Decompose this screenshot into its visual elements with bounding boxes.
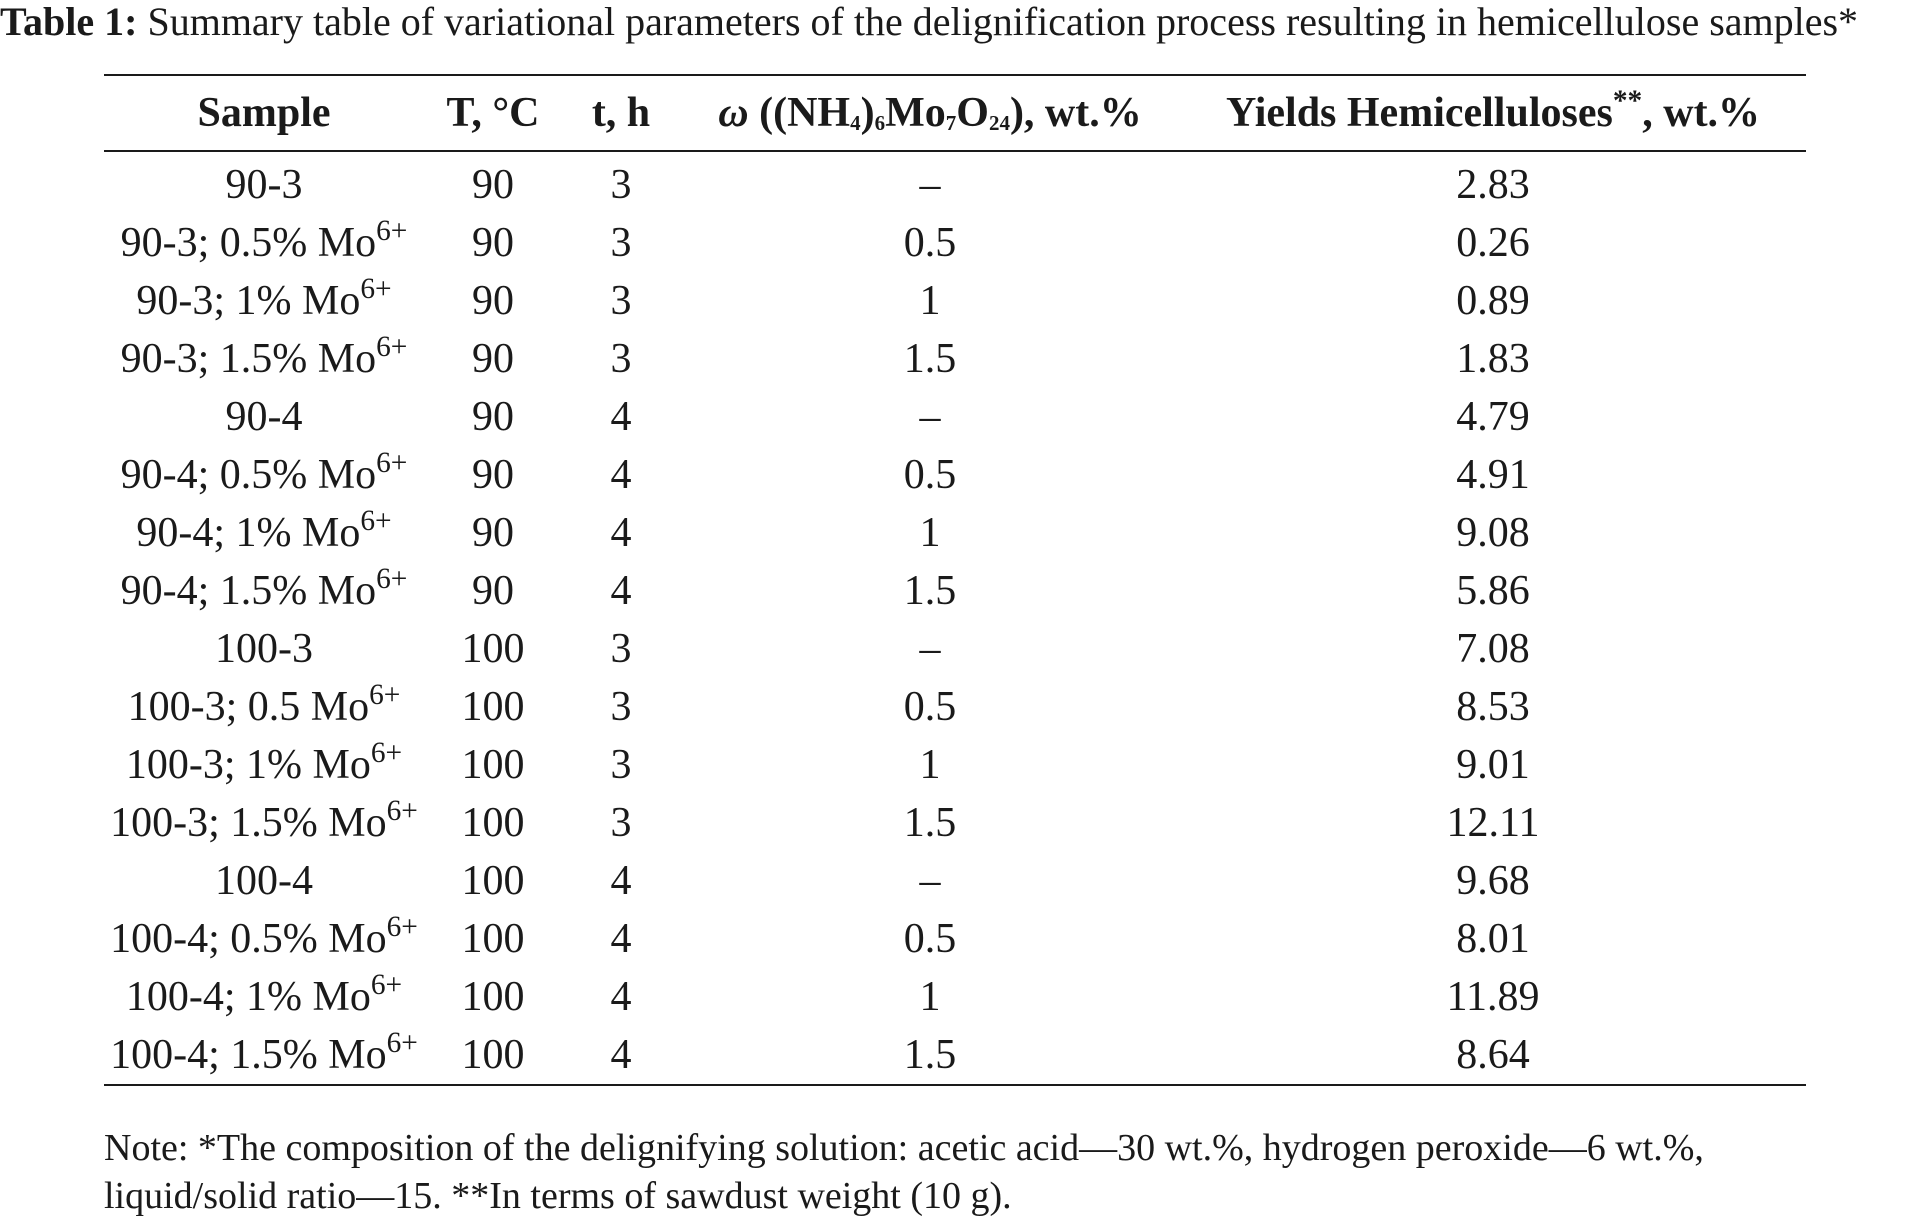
header-molybdate-fraction: ω $((NH_4)_6Mo_7O_{24})$, wt.% [718,90,1142,136]
cell-temperature: 90 [472,510,514,556]
cell-molybdate-fraction: 1.5 [903,1032,957,1078]
cell-yield: 4.79 [1456,394,1530,440]
cell-sample: 100-4 [215,858,313,904]
header-time: t, h [591,90,651,136]
cell-molybdate-fraction: 1 [919,742,941,788]
table-row [104,736,1806,794]
cell-yield: 0.26 [1456,220,1530,266]
cell-yield: 12.11 [1446,800,1540,846]
table-row [104,214,1806,272]
table-row [104,388,1806,446]
cell-time: 3 [610,800,632,846]
table-row [104,504,1806,562]
cell-sample: 90-4 [225,394,303,440]
data-table [104,74,1806,1086]
cell-time: 4 [610,916,632,962]
cell-molybdate-fraction: – [919,858,941,904]
cell-time: 4 [610,394,632,440]
cell-molybdate-fraction: 1 [919,510,941,556]
cell-yield: 5.86 [1456,568,1530,614]
table-header-row [104,75,1806,151]
table-body [104,151,1806,1085]
cell-temperature: 100 [461,916,525,962]
cell-temperature: 90 [472,452,514,498]
cell-temperature: 100 [461,626,525,672]
header-temperature: T, °C [446,90,540,136]
note-line-1: Note: *The composition of the delignifying solution: acetic acid—30 wt.%, hydrogen peroxide—6 wt.%, [104,1127,1704,1169]
cell-yield: 11.89 [1446,974,1540,1020]
cell-temperature: 100 [461,1032,525,1078]
cell-time: 3 [610,336,632,382]
cell-sample: 90-4; 1% $Mo^{6+}$ [136,504,392,556]
cell-molybdate-fraction: 0.5 [903,220,957,266]
table-row [104,1026,1806,1085]
cell-time: 4 [610,452,632,498]
cell-temperature: 90 [472,162,514,208]
cell-time: 3 [610,278,632,324]
note-line-2: liquid/solid ratio—15. **In terms of sawdust weight (10 g). [104,1175,1012,1217]
cell-molybdate-fraction: – [919,394,941,440]
table-row [104,272,1806,330]
cell-molybdate-fraction: 1.5 [903,800,957,846]
cell-temperature: 100 [461,800,525,846]
header-sample: Sample [197,90,331,136]
cell-molybdate-fraction: 1.5 [903,568,957,614]
cell-sample: 90-4; 0.5% $Mo^{6+}$ [120,446,408,498]
cell-molybdate-fraction: 0.5 [903,452,957,498]
cell-molybdate-fraction: 0.5 [903,684,957,730]
cell-molybdate-fraction: 0.5 [903,916,957,962]
table-caption-text: Summary table of variational parameters of the delignification process resulting in hemicellulose samples* [137,0,1859,44]
table-row [104,330,1806,388]
cell-time: 4 [610,1032,632,1078]
cell-yield: 4.91 [1456,452,1530,498]
cell-time: 3 [610,742,632,788]
cell-sample: 100-4; 1.5% $Mo^{6+}$ [110,1026,418,1078]
cell-sample: 90-4; 1.5% $Mo^{6+}$ [120,562,408,614]
header-yield: Yields Hemicelluloses**, wt.% [1225,84,1761,136]
table-note [104,1124,1884,1220]
cell-time: 3 [610,162,632,208]
cell-time: 4 [610,858,632,904]
cell-yield: 9.01 [1456,742,1530,788]
cell-time: 3 [610,626,632,672]
cell-sample: 100-4; 1% $Mo^{6+}$ [125,968,403,1020]
cell-time: 3 [610,684,632,730]
table-row [104,852,1806,910]
cell-temperature: 90 [472,568,514,614]
cell-sample: 100-3; 1.5% $Mo^{6+}$ [110,794,418,846]
cell-yield: 9.68 [1456,858,1530,904]
cell-yield: 7.08 [1456,626,1530,672]
cell-molybdate-fraction: 1 [919,278,941,324]
cell-time: 4 [610,568,632,614]
table-row [104,562,1806,620]
cell-sample: 90-3; 1% $Mo^{6+}$ [136,272,392,324]
table-row [104,678,1806,736]
cell-temperature: 100 [461,684,525,730]
cell-molybdate-fraction: – [919,626,941,672]
cell-time: 4 [610,974,632,1020]
cell-temperature: 100 [461,974,525,1020]
cell-yield: 8.01 [1456,916,1530,962]
cell-temperature: 90 [472,394,514,440]
cell-yield: 0.89 [1456,278,1530,324]
cell-temperature: 90 [472,336,514,382]
cell-time: 4 [610,510,632,556]
cell-temperature: 90 [472,220,514,266]
cell-sample: 90-3; 0.5% $Mo^{6+}$ [120,214,408,266]
cell-molybdate-fraction: 1.5 [903,336,957,382]
table-row [104,968,1806,1026]
cell-yield: 1.83 [1456,336,1530,382]
table-row [104,910,1806,968]
cell-sample: 100-4; 0.5% $Mo^{6+}$ [110,910,418,962]
cell-sample: 90-3; 1.5% $Mo^{6+}$ [120,330,408,382]
cell-time: 3 [610,220,632,266]
cell-molybdate-fraction: 1 [919,974,941,1020]
cell-sample: 100-3 [215,626,313,672]
cell-sample: 100-3; 1% $Mo^{6+}$ [125,736,403,788]
table-row [104,446,1806,504]
cell-molybdate-fraction: – [919,162,941,208]
cell-yield: 8.53 [1456,684,1530,730]
table-row [104,620,1806,678]
cell-yield: 8.64 [1456,1032,1530,1078]
data-table-container [104,74,1806,1086]
table-caption-label: Table 1: [0,0,138,44]
cell-sample: 90-3 [225,162,303,208]
table-row [104,151,1806,214]
cell-yield: 9.08 [1456,510,1530,556]
cell-temperature: 90 [472,278,514,324]
table-row [104,794,1806,852]
cell-yield: 2.83 [1456,162,1530,208]
cell-temperature: 100 [461,858,525,904]
table-caption [0,0,1908,44]
cell-sample: 100-3; 0.5 $Mo^{6+}$ [127,678,401,730]
cell-temperature: 100 [461,742,525,788]
